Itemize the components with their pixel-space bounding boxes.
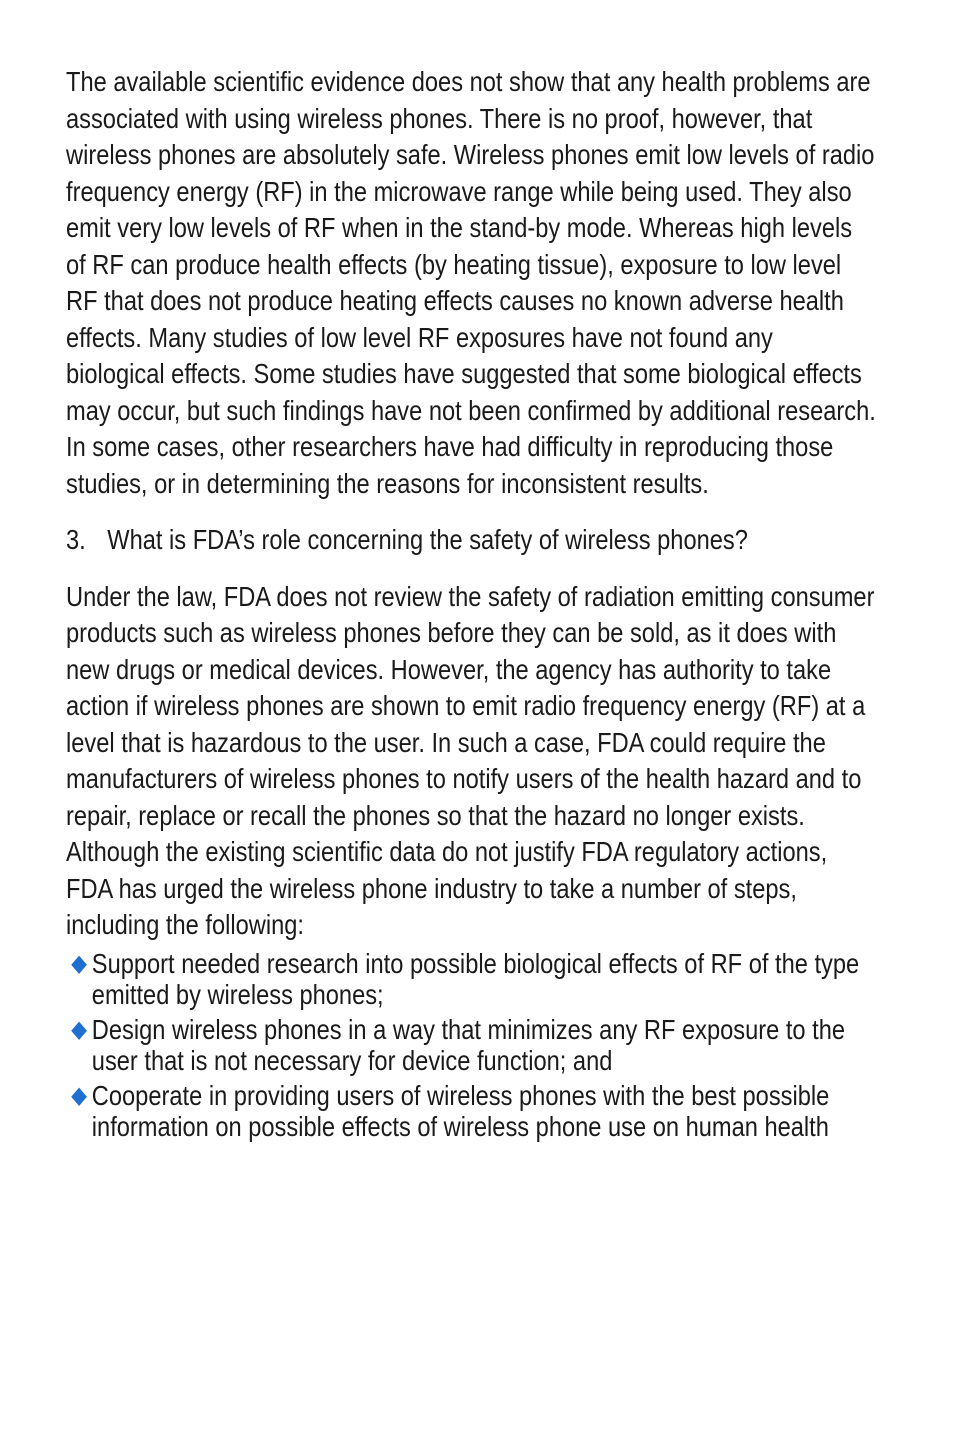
paragraph-fda-urged: Although the existing scientific data do not justify FDA regulatory actions, FDA has urged the wireless phone industry to take a number of steps, including the following: bbox=[66, 836, 828, 940]
document-body bbox=[66, 64, 876, 1142]
bullet-list bbox=[66, 948, 876, 1142]
list-item-text: Design wireless phones in a way that minimizes any RF exposure to the user that is not necessary for device function; and bbox=[91, 1013, 846, 1076]
paragraph-evidence: The available scientific evidence does not show that any health problems are associated with using wireless phones. There is no proof, however, that wireless phones are absolutely safe. Wireless phones emit low levels of radio frequency energy (RF) in the microwave range while being used. They also emit very low levels of RF when in the stand-by mode. Whereas high levels of RF can produce health effects (by heating tissue), exposure to low level RF that does not produce heating effects causes no known adverse health effects. Many studies of low level RF exposures have not found any biological effects. Some studies have suggested that some biological effects may occur, but such findings have not been confirmed by additional research. In some cases, other researchers have had difficulty in reproducing those studies, or in determining the reasons for inconsistent results. bbox=[66, 66, 876, 499]
list-item bbox=[66, 1014, 876, 1076]
diamond-icon: ◆ bbox=[71, 1015, 88, 1043]
question-number: 3. bbox=[66, 524, 86, 555]
diamond-icon: ◆ bbox=[71, 949, 88, 977]
diamond-icon: ◆ bbox=[71, 1081, 88, 1109]
list-item-text: Cooperate in providing users of wireless phones with the best possible information on possible effects of wireless phone use on human health bbox=[91, 1079, 830, 1142]
list-item bbox=[66, 1080, 876, 1142]
list-item-text: Support needed research into possible biological effects of RF of the type emitted by wireless phones; bbox=[91, 947, 860, 1010]
document-page bbox=[66, 64, 876, 1146]
question-heading bbox=[66, 522, 876, 559]
list-item bbox=[66, 948, 876, 1010]
paragraph-fda-law: Under the law, FDA does not review the safety of radiation emitting consumer products such as wireless phones before they can be sold, as it does with new drugs or medical devices. However, the agency has authority to take action if wireless phones are shown to emit radio frequency energy (RF) at a level that is hazardous to the user. In such a case, FDA could require the manufacturers of wireless phones to notify users of the health hazard and to repair, replace or recall the phones so that the hazard no longer exists. bbox=[66, 580, 875, 831]
question-text: What is FDA’s role concerning the safety of wireless phones? bbox=[107, 524, 748, 555]
